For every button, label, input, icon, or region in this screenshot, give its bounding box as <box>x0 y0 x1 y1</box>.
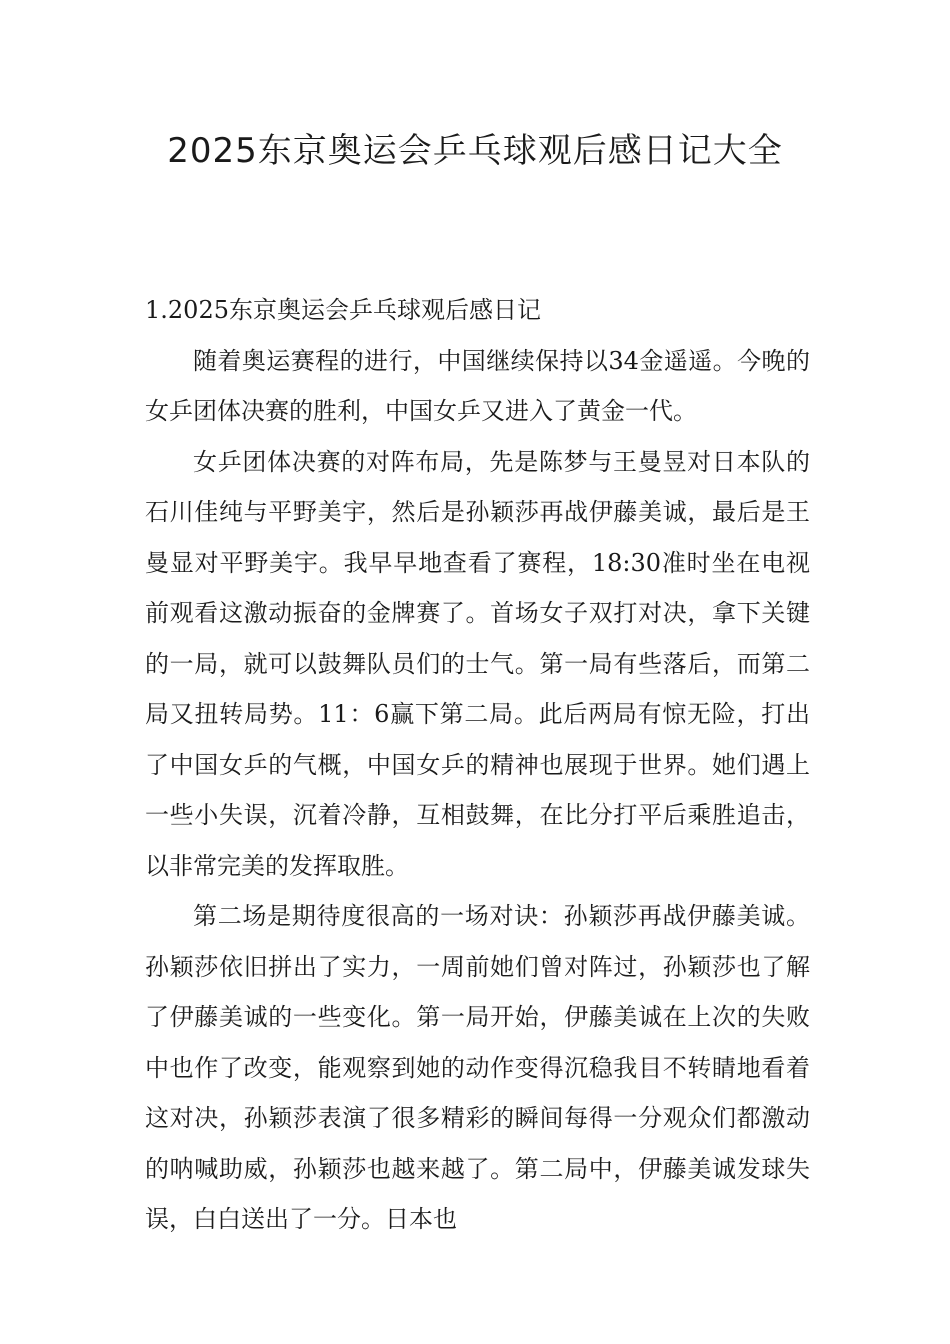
paragraph-2: 女乒团体决赛的对阵布局，先是陈梦与王曼昱对日本队的石川佳纯与平野美宇，然后是孙颖莎再战伊藤美诚，最后是王曼显对平野美宇。我早早地查看了赛程，18:30准时坐在电视前观看这激动振奋的金牌赛了。首场女子双打对决，拿下关键的一局，就可以鼓舞队员们的士气。第一局有些落后，而第二局又扭转局势。11：6赢下第二局。此后两局有惊无险，打出了中国女乒的气概，中国女乒的精神也展现于世界。她们遇上一些小失误，沉着冷静，互相鼓舞，在比分打平后乘胜追击，以非常完美的发挥取胜。 <box>145 447 810 880</box>
paragraph-1: 随着奥运赛程的进行，中国继续保持以34金遥遥。今晚的女乒团体决赛的胜利，中国女乒又进入了黄金一代。 <box>145 346 810 425</box>
section-heading: 1.2025东京奥运会乒乓球观后感日记 <box>145 296 541 324</box>
paragraph-3: 第二场是期待度很高的一场对诀：孙颖莎再战伊藤美诚。孙颖莎依旧拼出了实力，一周前她们曾对阵过，孙颖莎也了解了伊藤美诚的一些变化。第一局开始，伊藤美诚在上次的失败中也作了改变，能观察到她的动作变得沉稳我目不转睛地看着这对决，孙颖莎表演了很多精彩的瞬间每得一分观众们都激动的呐喊助威，孙颖莎也越来越了。第二局中，伊藤美诚发球失误，白白送出了一分。日本也 <box>145 902 810 1233</box>
document-title: 2025东京奥运会乒乓球观后感日记大全 <box>167 131 783 171</box>
document-body <box>145 285 810 1245</box>
